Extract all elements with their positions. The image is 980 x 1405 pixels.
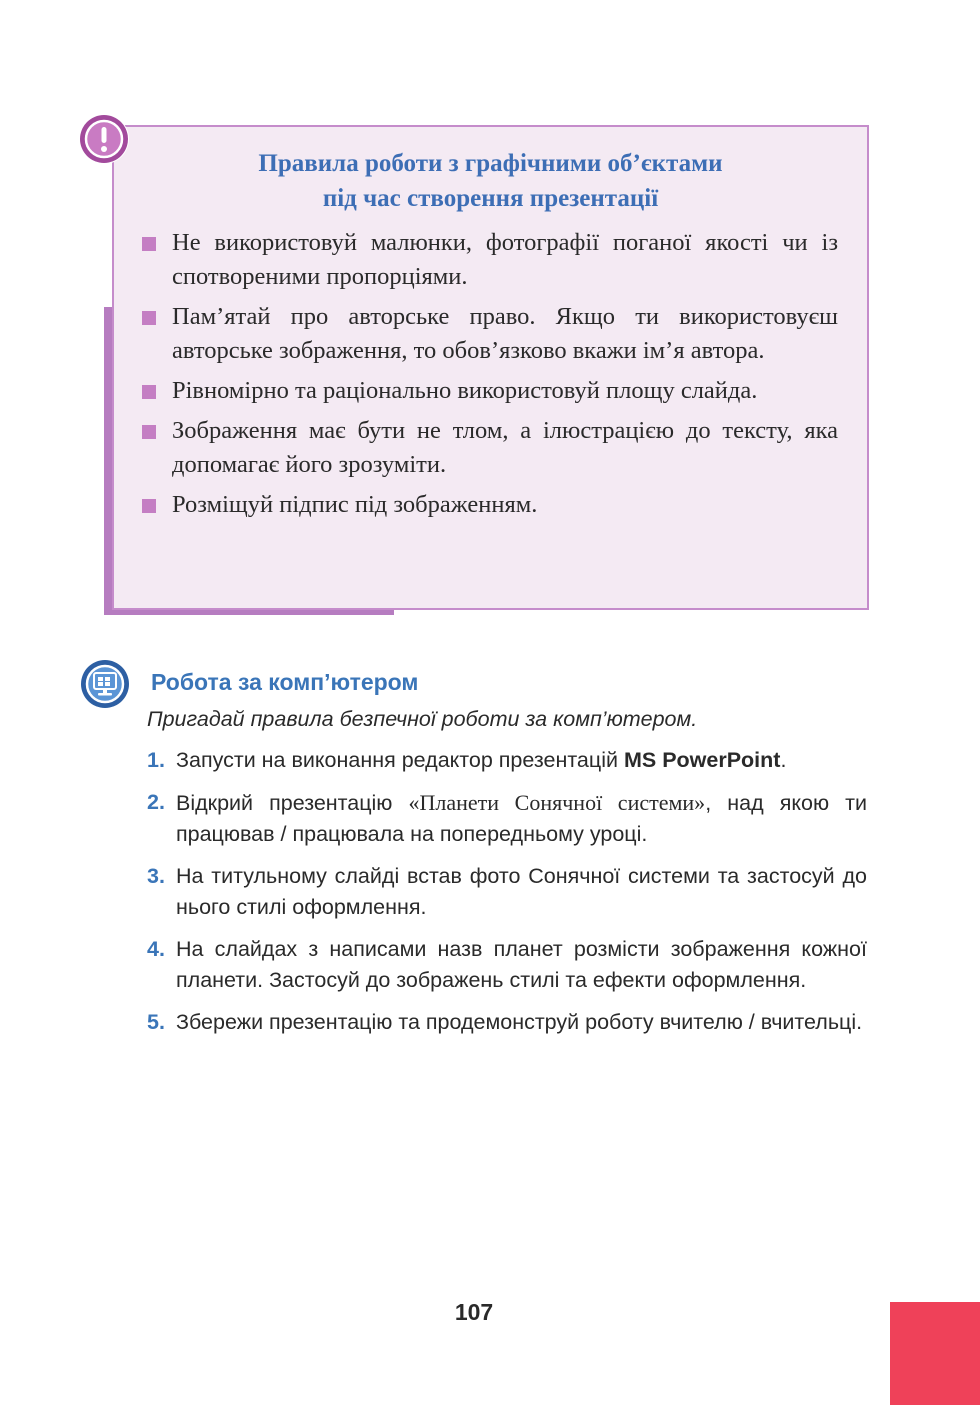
step-text: Збережи презентацію та продемонструй роботу вчителю / вчительці.: [176, 1009, 863, 1034]
rules-item: [142, 488, 838, 522]
step-number: 4.: [147, 936, 165, 961]
rules-title: [112, 146, 869, 216]
rules-item-text: Рівномірно та раціонально використовуй площу слайда.: [172, 377, 758, 404]
step-number: 5.: [147, 1009, 165, 1034]
rules-item: [142, 226, 838, 294]
rules-title-line: під час створення презентації: [322, 185, 659, 212]
step-number: 2.: [147, 789, 165, 814]
square-bullet-icon: [142, 385, 156, 399]
square-bullet-icon: [142, 425, 156, 439]
step-text: , над якою ти працював / працювала на попередньому уроці.: [176, 790, 868, 846]
monitor-icon: [79, 658, 131, 710]
step-text: .: [780, 748, 787, 772]
step-text: На слайдах з написами назв планет розмісти зображення кожної планети. Застосуй до зображень стилі та ефекти оформлення.: [176, 936, 867, 992]
step-item: [147, 934, 867, 997]
step-number: 1.: [147, 748, 165, 772]
step-text: Відкрий презентацію: [176, 790, 409, 815]
rules-list: [142, 226, 838, 528]
step-presentation-name: «Планети Сонячної системи»: [408, 789, 706, 815]
section-title: Робота за комп’ютером: [151, 669, 419, 695]
square-bullet-icon: [142, 499, 156, 513]
corner-tab: [890, 1302, 980, 1405]
steps-list: [147, 745, 867, 1048]
step-item: [147, 1007, 867, 1039]
step-number: 3.: [147, 863, 165, 888]
square-bullet-icon: [142, 237, 156, 251]
section-subtitle: Пригадай правила безпечної роботи за комп’ютером.: [147, 707, 698, 731]
square-bullet-icon: [142, 311, 156, 325]
rules-item-text: Зображення має бути не тлом, а ілюстрацією до тексту, яка допомагає його зрозуміти.: [172, 417, 838, 478]
step-item: [147, 745, 867, 777]
step-text: Запусти на виконання редактор презентацій: [176, 748, 624, 772]
page-number: 107: [454, 1299, 494, 1325]
step-app-name: MS PowerPoint: [623, 748, 781, 772]
rules-item: [142, 414, 838, 482]
rules-item: [142, 300, 838, 368]
rules-item-text: Розміщуй підпис під зображенням.: [172, 491, 538, 518]
rules-item-text: Не використовуй малюнки, фотографії поганої якості чи із спотвореними пропорціями.: [172, 229, 838, 290]
rules-item: [142, 374, 838, 408]
step-item: [147, 861, 867, 924]
rules-title-line: Правила роботи з графічними об’єктами: [258, 150, 723, 177]
step-text: На титульному слайді встав фото Сонячної системи та застосуй до нього стилі оформлення.: [176, 863, 867, 919]
rules-item-text: Пам’ятай про авторське право. Якщо ти використовуєш авторське зображення, то обов’язково вкажи ім’я автора.: [172, 303, 838, 364]
step-item: [147, 787, 867, 851]
